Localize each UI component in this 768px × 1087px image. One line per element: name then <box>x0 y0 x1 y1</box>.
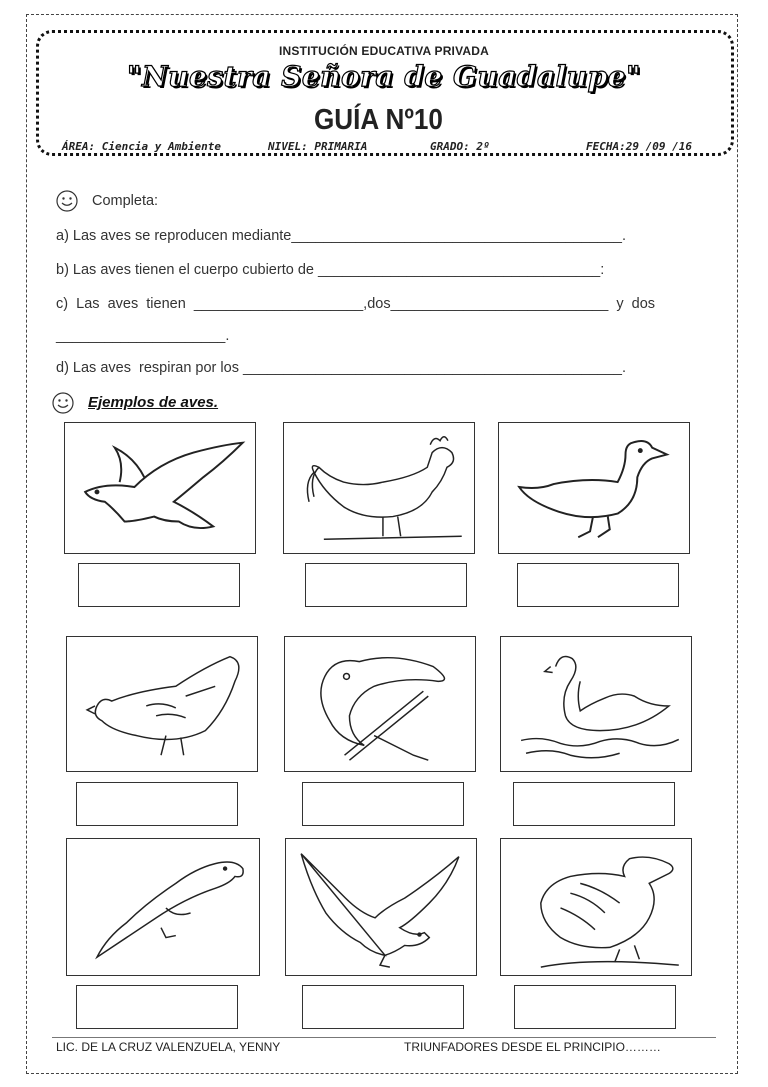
date-label: FECHA:29 /09 /16 <box>586 140 692 153</box>
school-name: INSTITUCIÓN EDUCATIVA PRIVADA <box>278 44 490 58</box>
parrot-icon <box>66 838 260 976</box>
answer-box[interactable] <box>305 563 467 607</box>
rooster-icon <box>283 422 475 554</box>
grade-label: GRADO: 2º <box>430 140 490 153</box>
swan-icon <box>500 636 692 772</box>
dove-icon <box>64 422 256 554</box>
question-d: d) Las aves respiran por los _______________________________________________. <box>56 360 627 376</box>
level-label: NIVEL: PRIMARIA <box>268 140 368 153</box>
question-c-line2: _____________________. <box>56 328 230 344</box>
eagle-icon <box>285 838 477 976</box>
answer-box[interactable] <box>517 563 679 607</box>
answer-box[interactable] <box>513 782 675 826</box>
footer-author: LIC. DE LA CRUZ VALENZUELA, YENNY <box>56 1040 281 1054</box>
question-c-line1: c) Las aves tienen _____________________,dos___________________________ y dos <box>56 296 656 312</box>
duck-icon <box>498 422 690 554</box>
area-label: ÁREA: Ciencia y Ambiente <box>62 140 221 153</box>
toucan-icon <box>284 636 476 772</box>
footer-slogan: TRIUNFADORES DESDE EL PRINCIPIO……… <box>404 1040 661 1054</box>
answer-box[interactable] <box>76 985 238 1029</box>
answer-box[interactable] <box>302 985 464 1029</box>
question-a: a) Las aves se reproducen mediante_________________________________________. <box>56 228 627 244</box>
footer-divider <box>52 1037 716 1038</box>
hen-icon <box>66 636 258 772</box>
guide-title: GUÍA Nº10 <box>314 104 443 136</box>
condor-icon <box>500 838 692 976</box>
smiley-icon <box>52 392 74 414</box>
answer-box[interactable] <box>76 782 238 826</box>
question-b: b) Las aves tienen el cuerpo cubierto de ___________________________________: <box>56 262 605 278</box>
school-motto: "Nuestra Señora de Guadalupe" <box>126 60 642 93</box>
answer-box[interactable] <box>78 563 240 607</box>
instruction-text: Completa: <box>92 193 159 209</box>
answer-box[interactable] <box>514 985 676 1029</box>
answer-box[interactable] <box>302 782 464 826</box>
examples-title: Ejemplos de aves. <box>88 394 219 411</box>
smiley-icon <box>56 190 78 212</box>
